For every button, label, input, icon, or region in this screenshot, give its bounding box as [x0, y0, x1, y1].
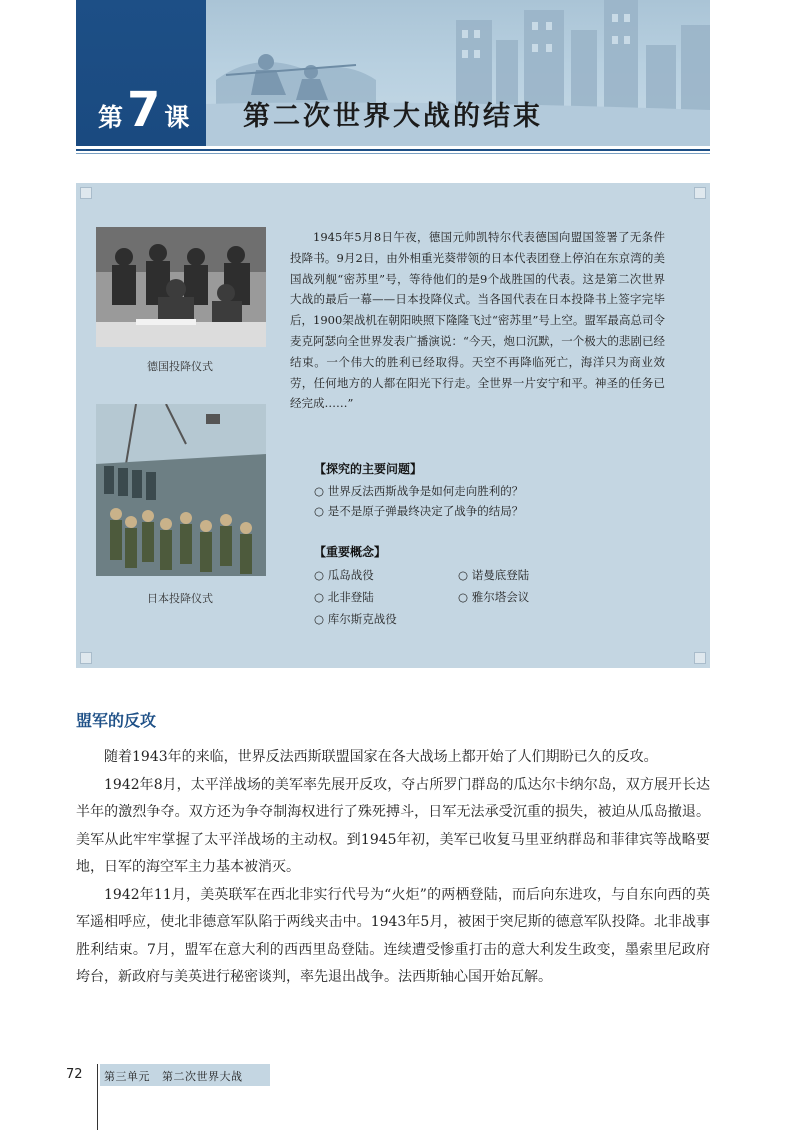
concept-item: ○ 库尔斯克战役 [314, 612, 397, 626]
section-body [76, 744, 710, 992]
lesson-number-tab [76, 0, 206, 146]
lesson-prefix: 第 [98, 103, 124, 132]
japanese-surrender-caption: 日本投降仪式 [147, 592, 213, 605]
intro-narrative: 1945年5月8日午夜，德国元帅凯特尔代表德国向盟国签署了无条件投降书。9月2日，由外相重光葵带领的日本代表团登上停泊在东京湾的美国战列舰“密苏里”号，等待他们的是9个战胜国的代表。这是第二次世界大战的最后一幕——日本投降仪式。当各国代表在日本投降书上签字完毕后，1900架战机在朝阳映照下隆隆飞过“密苏里”号上空。盟军最高总司令麦克阿瑟向全世界发表广播演说：“今天，炮口沉默，一个极大的悲剧已经结束。一个伟大的胜利已经取得。天空不再降临死亡，海洋只为商业效劳，任何地方的人都在阳光下行走。全世界一片安宁和平。神圣的任务已经完成……” [290, 230, 665, 411]
footer-rule [97, 1064, 98, 1130]
german-surrender-photo [96, 227, 266, 347]
lesson-suffix: 课 [164, 103, 190, 132]
question-item: ○ 世界反法西斯战争是如何走向胜利的？ [314, 484, 524, 498]
panel-corner-bottom-left [80, 652, 92, 664]
banner-divider-thin [76, 153, 710, 154]
concepts-heading: 【重要概念】 [314, 545, 387, 559]
body-paragraph: 随着1943年的来临，世界反法西斯联盟国家在各大战场上都开始了人们期盼已久的反攻。 [104, 749, 658, 765]
lesson-number: 7 [127, 82, 161, 138]
lesson-title: 第二次世界大战的结束 [243, 101, 543, 132]
questions-heading: 【探究的主要问题】 [314, 462, 423, 476]
concept-item: ○ 北非登陆 [314, 590, 374, 604]
panel-corner-bottom-right [694, 652, 706, 664]
section-title: 盟军的反攻 [76, 711, 157, 730]
panel-corner-top-left [80, 187, 92, 199]
panel-corner-top-right [694, 187, 706, 199]
german-surrender-caption: 德国投降仪式 [147, 360, 213, 373]
question-item: ○ 是不是原子弹最终决定了战争的结局？ [314, 504, 524, 518]
body-paragraph: 1942年8月，太平洋战场的美军率先展开反攻，夺占所罗门群岛的瓜达尔卡纳尔岛，双方展开长达半年的激烈争夺。双方还为争夺制海权进行了殊死搏斗，日军无法承受沉重的损失，被迫从瓜岛撤退。美军从此牢牢掌握了太平洋战场的主动权。到1945年初，美军已收复马里亚纳群岛和菲律宾等战略要地，日军的海空军主力基本被消灭。 [76, 776, 710, 875]
japanese-surrender-photo [96, 404, 266, 576]
body-paragraph: 1942年11月，美英联军在西北非实行代号为“火炬”的两栖登陆，而后向东进攻，与自东向西的英军遥相呼应，使北非德意军队陷于两线夹击中。1943年5月，被困于突尼斯的德意军队投降。北非战事胜利结束。7月，盟军在意大利的西西里岛登陆。连续遭受惨重打击的意大利发生政变，墨索里尼政府垮台，新政府与美英进行秘密谈判，率先退出战争。法西斯轴心国开始瓦解。 [76, 886, 710, 985]
concept-item: ○ 瓜岛战役 [314, 568, 374, 582]
footer-unit-label: 第三单元 第二次世界大战 [104, 1070, 243, 1083]
banner-divider [76, 149, 710, 151]
concept-item: ○ 诺曼底登陆 [458, 568, 530, 582]
page-number: 72 [66, 1067, 83, 1082]
concept-item: ○ 雅尔塔会议 [458, 590, 530, 604]
